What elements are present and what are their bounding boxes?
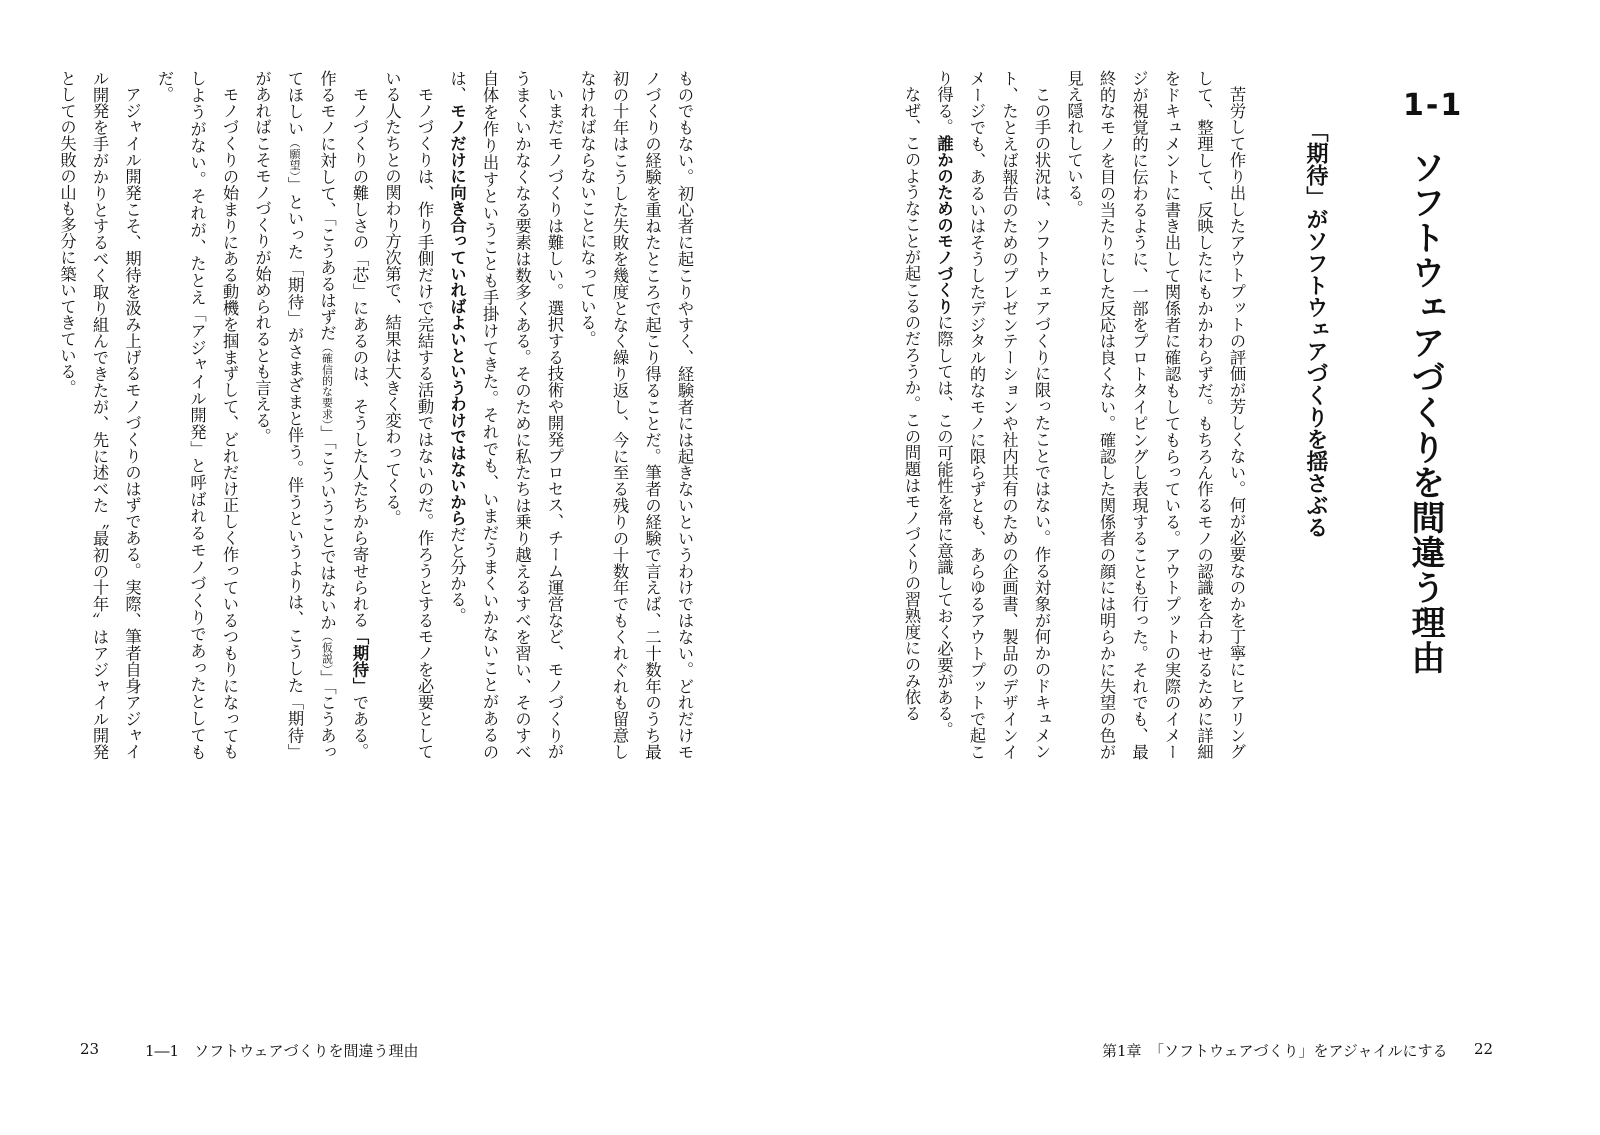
- bold-text: 誰かのためのモノづくり: [934, 135, 954, 315]
- paragraph: [440, 70, 570, 760]
- bold-text: モノだけに向き合っていればよいというわけではないから: [447, 102, 467, 527]
- annotation-text: （確信的な要求）: [320, 341, 334, 425]
- paragraph: モノづくりの始まりにある動機を掴まずして、どれだけ正しく作っているつもりになってもしようがない。それが、たとえ「アジャイル開発」と呼ばれるモノづくりであったとしてもだ。: [155, 70, 239, 760]
- bold-text: 「期待」: [350, 628, 369, 695]
- text-run: この手の状況は、ソフトウェアづくりに限ったことではない。作る対象が何かのドキュメント、たとえば報告のためのプレゼンテーションや社内共有のための企画書、製品のデザインイメージでも、あるいはそうしたデジタル的なモノに限らずとも、あらゆるアウトプットで起こり得る。: [934, 70, 1051, 760]
- paragraph: [245, 70, 375, 760]
- text-run: 」「こういうことではないか: [317, 425, 337, 631]
- section-number: 1-1: [1403, 88, 1464, 123]
- text-run: に際しては、この可能性を常に意識しておく必要がある。: [934, 314, 954, 738]
- paragraph: ものでもない。初心者に起こりやすく、経験者には起きないというわけではない。どれだけモノづくりの経験を重ねたところで起こり得ることだ。筆者の経験で言えば、二十数年のうち最初の十年はこうした失敗を幾度となく繰り返し、今に至る残りの十数年でもくれぐれも留意しなければならないことになっている。: [577, 70, 694, 760]
- paragraph: モノづくりは、作り手側だけで完結する活動ではないのだ。作ろうとするモノを必要としている人たちとの関わり方次第で、結果は大きく変わってくる。: [382, 70, 434, 760]
- text-run: 」「こうあってほしい: [285, 70, 337, 760]
- page-number: 22: [1474, 1040, 1494, 1058]
- text-run: だと分かる。: [447, 526, 467, 624]
- text-run: いまだモノづくりは難しい。選択する技術や開発プロセス、チーム運営など、モノづくりがうまくいかなくなる要素は数多くある。そのために私たちは乗り越えるすべを習い、そのすべ自体を作り出すということも手掛けてきた。それでも、いまだうまくいかないことがあるのは、: [447, 70, 564, 760]
- text-run: モノづくりの難しさの「芯」にあるのは、そうした人たちから寄せられる: [350, 86, 369, 629]
- text-run: 」といった「期待」がさまざまと伴う。伴うというよりは、こうした「期待」があればこそモノづくりが始められるとも言える。: [252, 70, 304, 760]
- running-footer: 第1章 「ソフトウェアづくり」をアジャイルにする: [1102, 1042, 1448, 1060]
- annotation-text: （仮説）: [320, 630, 334, 670]
- left-body-text: [57, 70, 700, 760]
- right-body-text: [872, 70, 1252, 760]
- annotation-text: （願望）: [288, 136, 301, 177]
- running-footer: 1―1 ソフトウェアづくりを間違う理由: [145, 1042, 419, 1060]
- section-subtitle: 「期待」がソフトウェアづくりを揺さぶる: [1303, 120, 1328, 538]
- paragraph: アジャイル開発こそ、期待を汲み上げるモノづくりのはずである。実際、筆者自身アジャイル開発を手がかりとするべく取り組んできたが、先に述べた〝最初の十年〟はアジャイル開発としての失敗の山も多分に築いてきている。: [57, 70, 142, 760]
- right-page: [800, 0, 1600, 1135]
- text-run: である。作るモノに対して、「こうあるはずだ: [317, 70, 369, 760]
- paragraph: [927, 70, 1057, 760]
- paragraph: なぜ、このようなことが起こるのだろうか。この問題はモノづくりの習熟度にのみ依る: [902, 86, 921, 722]
- section-title: ソフトウェアづくりを間違う理由: [1405, 150, 1445, 675]
- paragraph: 苦労して作り出したアウトプットの評価が芳しくない。何が必要なのかを丁寧にヒアリングして、整理して、反映したにもかかわらずだ。もちろん作るモノの認識を合わせるために詳細をドキュメントに書き出して関係者に確認もしてもらっている。アウトプットの実際のイメージが視覚的に伝わるように、一部をプロトタイピングし表現することも行った。それでも、最終的なモノを目の当たりにした反応は良くない。確認した関係者の顔には明らかに失望の色が見え隠れしている。: [1064, 70, 1246, 760]
- page-number: 23: [80, 1040, 100, 1058]
